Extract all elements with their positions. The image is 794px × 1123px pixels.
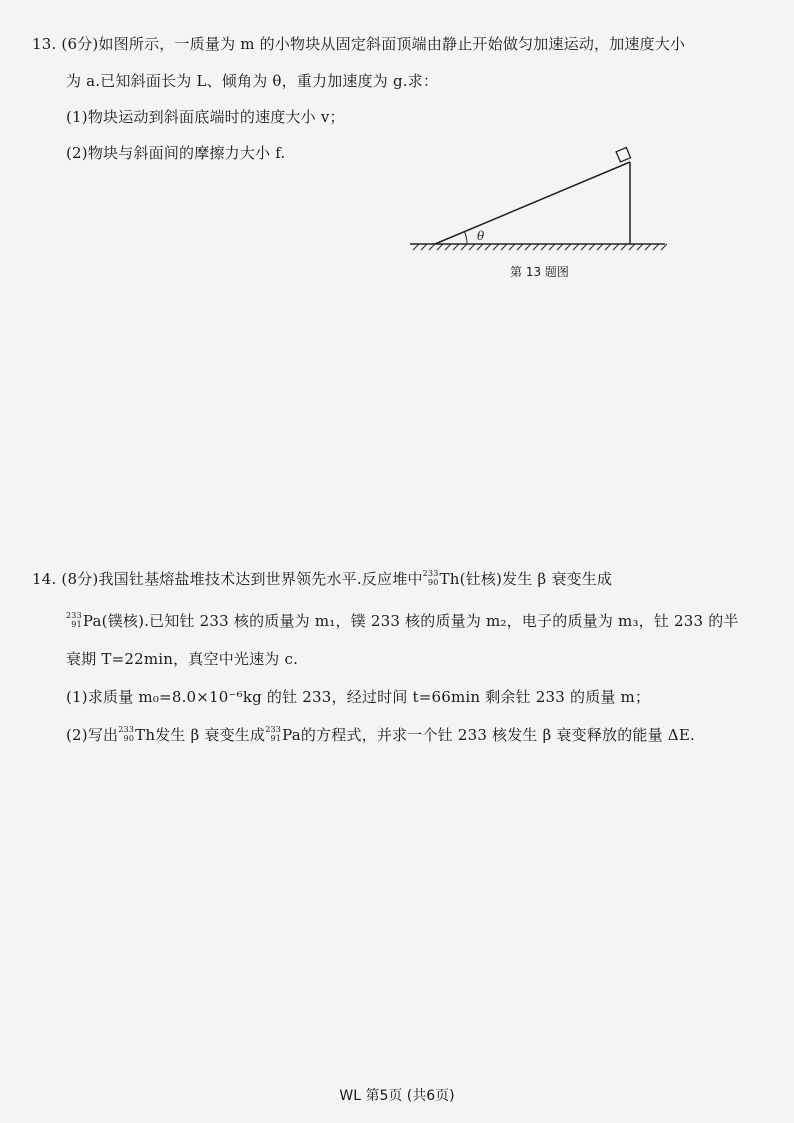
q13-part1: (1)物块运动到斜面底端时的速度大小 v；: [66, 108, 345, 126]
q14-line3: 衰期 T=22min，真空中光速为 c.: [66, 650, 299, 668]
q14-line1-post: (钍核)发生 β 衰变生成: [459, 570, 613, 588]
q14-line2-post: (镤核).已知钍 233 核的质量为 m₁，镤 233 核的质量为 m₂，电子的质量为 m₃，钍 233 的半: [101, 612, 739, 630]
pa-isotope-notation-2: 233 91: [265, 725, 282, 743]
pa-symbol: Pa: [82, 612, 102, 630]
ground-hatching: [413, 244, 667, 250]
q14-part2-mid: 发生 β 衰变生成: [155, 726, 266, 744]
pa-isotope-notation: [66, 611, 82, 629]
th-symbol-2: Th: [135, 726, 156, 744]
block: [616, 148, 630, 162]
th-isotope-notation-2: 233 90: [118, 725, 135, 743]
q14-part2-post: 的方程式，并求一个钍 233 核发生 β 衰变释放的能量 ΔE.: [300, 726, 695, 744]
pa-mass-number: 233: [66, 611, 82, 620]
q14-part2-pre: (2)写出: [66, 726, 119, 744]
page-footer: WL 第5页 (共6页): [339, 1088, 455, 1104]
th-symbol: Th: [439, 570, 460, 588]
pa-atomic-number: 91: [71, 620, 82, 629]
pa-symbol-2: Pa: [282, 726, 301, 744]
q14-line1: [32, 568, 612, 589]
q14-line1-pre: 14. (8分)我国钍基熔盐堆技术达到世界领先水平.反应堆中: [32, 570, 423, 588]
q14-line2: [66, 610, 739, 631]
figure-caption: 第 13 题图: [510, 265, 569, 279]
th-isotope-notation: [423, 569, 439, 587]
angle-label: θ: [477, 229, 485, 243]
incline-surface: [435, 162, 630, 244]
q13-part2: (2)物块与斜面间的摩擦力大小 f.: [66, 144, 286, 162]
th-atomic-number: 90: [427, 578, 439, 587]
angle-arc: [465, 232, 468, 244]
th-mass-number: 233: [422, 569, 439, 578]
q14-part1: (1)求质量 m₀=8.0×10⁻⁶kg 的钍 233，经过时间 t=66min 剩余钍 233 的质量 m；: [66, 688, 651, 706]
q13-line1: 13. (6分)如图所示，一质量为 m 的小物块从固定斜面顶端由静止开始做匀加速运动，加速度大小: [32, 35, 686, 53]
q13-line2: 为 a.已知斜面长为 L、倾角为 θ，重力加速度为 g.求：: [66, 72, 439, 90]
q14-part2: [66, 724, 695, 745]
